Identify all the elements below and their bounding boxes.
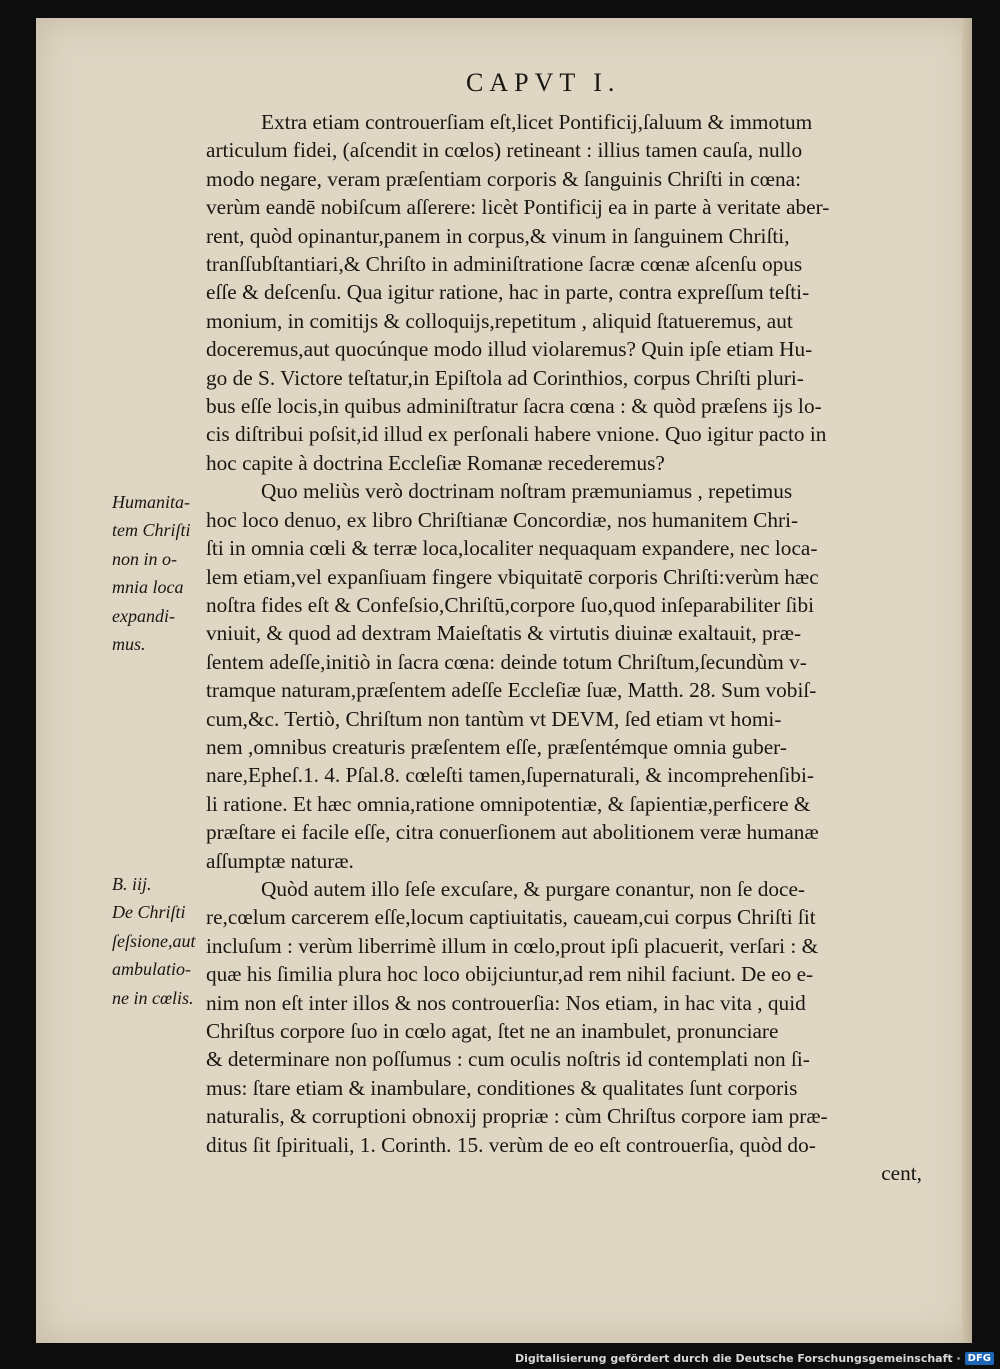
text-line: eſſe & deſcenſu. Qua igitur ratione, hac in parte, contra expreſſum teſti- — [206, 280, 810, 305]
text-line: rent, quòd opinantur,panem in corpus,& vinum in ſanguinem Chriſti, — [206, 223, 790, 248]
paragraph-3 — [206, 875, 926, 1159]
text-line: cum,&c. Tertiò, Chriſtum non tantùm vt DEVM, ſed etiam vt homi- — [206, 706, 782, 731]
text-line: tranſſubſtantiari,& Chriſto in adminiſtratione ſacræ cœnæ aſcenſu opus — [206, 252, 803, 277]
text-line: ditus ſit ſpirituali, 1. Corinth. 15. verùm de eo eſt controuerſia, quòd do- — [206, 1132, 816, 1157]
margin-note-line: ſeſsione,aut — [112, 930, 196, 951]
text-line: ſti in omnia cœli & terræ loca,localiter nequaquam expandere, nec loca- — [206, 536, 818, 561]
dfg-logo-icon: DFG — [965, 1352, 994, 1365]
margin-note-line: ne in cœlis. — [112, 987, 194, 1008]
text-line: Quo meliùs verò doctrinam noſtram præmuniamus , repetimus — [261, 479, 793, 504]
margin-note-line: Humanita- — [112, 492, 190, 512]
text-line: monium, in comitijs & colloquijs,repetitum , aliquid ſtatueremus, aut — [206, 308, 793, 333]
text-line: Quòd autem illo ſeſe excuſare, & purgare conantur, non ſe doce- — [261, 876, 805, 901]
main-text — [206, 108, 926, 1187]
footer-credit: Digitalisierung gefördert durch die Deutsche Forschungsgemeinschaft · — [514, 1351, 961, 1365]
catchword: cent, — [881, 1161, 922, 1186]
text-line: noſtra fides eſt & Confeſsio,Chriſtū,corpore ſuo,quod inſeparabiliter ſibi — [206, 592, 815, 617]
text-line: li ratione. Et hæc omnia,ratione omnipotentiæ, & ſapientiæ,perficere & — [206, 791, 811, 816]
text-line: cis diſtribui poſsit,id illud ex perſonali habere vnione. Quo igitur pacto in — [206, 422, 827, 447]
margin-note-1 — [112, 488, 204, 658]
text-line: nim non eſt inter illos & nos controuerſia: Nos etiam, in hac vita , quid — [206, 990, 806, 1015]
text-line: re,cœlum carcerem eſſe,locum captiuitatis, caueam,cui corpus Chriſti ſit — [206, 905, 816, 930]
text-line: vniuit, & quod ad dextram Maieſtatis & virtutis diuinæ exaltauit, præ- — [206, 621, 802, 646]
text-line: doceremus,aut quocúnque modo illud violaremus? Quin ipſe etiam Hu- — [206, 337, 813, 362]
text-line: articulum fidei, (aſcendit in cœlos) retineant : illius tamen cauſa, nullo — [206, 138, 803, 163]
footer-bar — [514, 1347, 1000, 1369]
book-page — [36, 18, 972, 1343]
text-line: bus eſſe locis,in quibus adminiſtratur ſacra cœna : & quòd præſens ijs lo- — [206, 394, 822, 419]
text-line: go de S. Victore teſtatur,in Epiſtola ad Corinthios, corpus Chriſti pluri- — [206, 365, 804, 390]
page-edge — [962, 18, 972, 1343]
text-line: mus: ſtare etiam & inambulare, conditiones & qualitates ſunt corporis — [206, 1075, 798, 1100]
text-line: incluſum : verùm liberrimè illum in cœlo,prout ipſi placuerit, verſari : & — [206, 933, 819, 958]
text-line: quæ his ſimilia plura hoc loco obijciuntur,ad rem nihil faciunt. De eo e- — [206, 962, 814, 987]
page-header: CAPVT I. — [466, 68, 621, 97]
paragraph-1 — [206, 108, 926, 477]
margin-note-line: mus. — [112, 634, 146, 655]
paragraph-2 — [206, 477, 926, 875]
text-line: hoc capite à doctrina Eccleſiæ Romanæ recederemus? — [206, 450, 665, 475]
margin-note-line: B. iij. — [112, 874, 152, 894]
margin-note-2 — [112, 870, 204, 1012]
text-line: nem ,omnibus creaturis præſentem eſſe, præſentémque omnia guber- — [206, 734, 787, 759]
text-line: hoc loco denuo, ex libro Chriſtianæ Concordiæ, nos humanitem Chri- — [206, 507, 799, 532]
margin-note-line: non in o- — [112, 548, 177, 569]
text-line: præſtare ei facile eſſe, citra conuerſionem aut abolitionem veræ humanæ — [206, 820, 819, 845]
margin-note-line: ambulatio- — [112, 959, 191, 980]
text-line: Extra etiam controuerſiam eſt,licet Pontificij,ſaluum & immotum — [261, 110, 813, 134]
text-line: Chriſtus corpore ſuo in cœlo agat, ſtet ne an inambulet, pronunciare — [206, 1019, 779, 1043]
margin-note-line: expandi- — [112, 605, 175, 626]
text-line: naturalis, & corruptioni obnoxij propriæ : cùm Chriſtus corpore iam præ- — [206, 1104, 828, 1129]
margin-note-line: mnia loca — [112, 577, 184, 598]
text-line: nare,Epheſ.1. 4. Pſal.8. cœleſti tamen,ſupernaturali, & incomprehenſibi- — [206, 763, 814, 788]
text-line: verùm eandē nobiſcum aſſerere: licèt Pontificij ea in parte à veritate aber- — [206, 195, 830, 220]
margin-note-line: tem Chriſti — [112, 520, 191, 541]
margin-note-line: De Chriſti — [112, 902, 186, 923]
text-line: tramque naturam,præſentem adeſſe Eccleſiæ ſuæ, Matth. 28. Sum vobiſ- — [206, 678, 817, 703]
text-line: aſſumptæ naturæ. — [206, 848, 354, 873]
text-line: modo negare, veram præſentiam corporis & ſanguinis Chriſti in cœna: — [206, 166, 801, 191]
text-line: & determinare non poſſumus : cum oculis noſtris id contemplati non ſi- — [206, 1047, 810, 1072]
text-line: lem etiam,vel expanſiuam fingere vbiquitatē corporis Chriſti:verùm hæc — [206, 564, 819, 589]
text-line: ſentem adeſſe,initiò in ſacra cœna: deinde totum Chriſtum,ſecundùm v- — [206, 649, 807, 674]
